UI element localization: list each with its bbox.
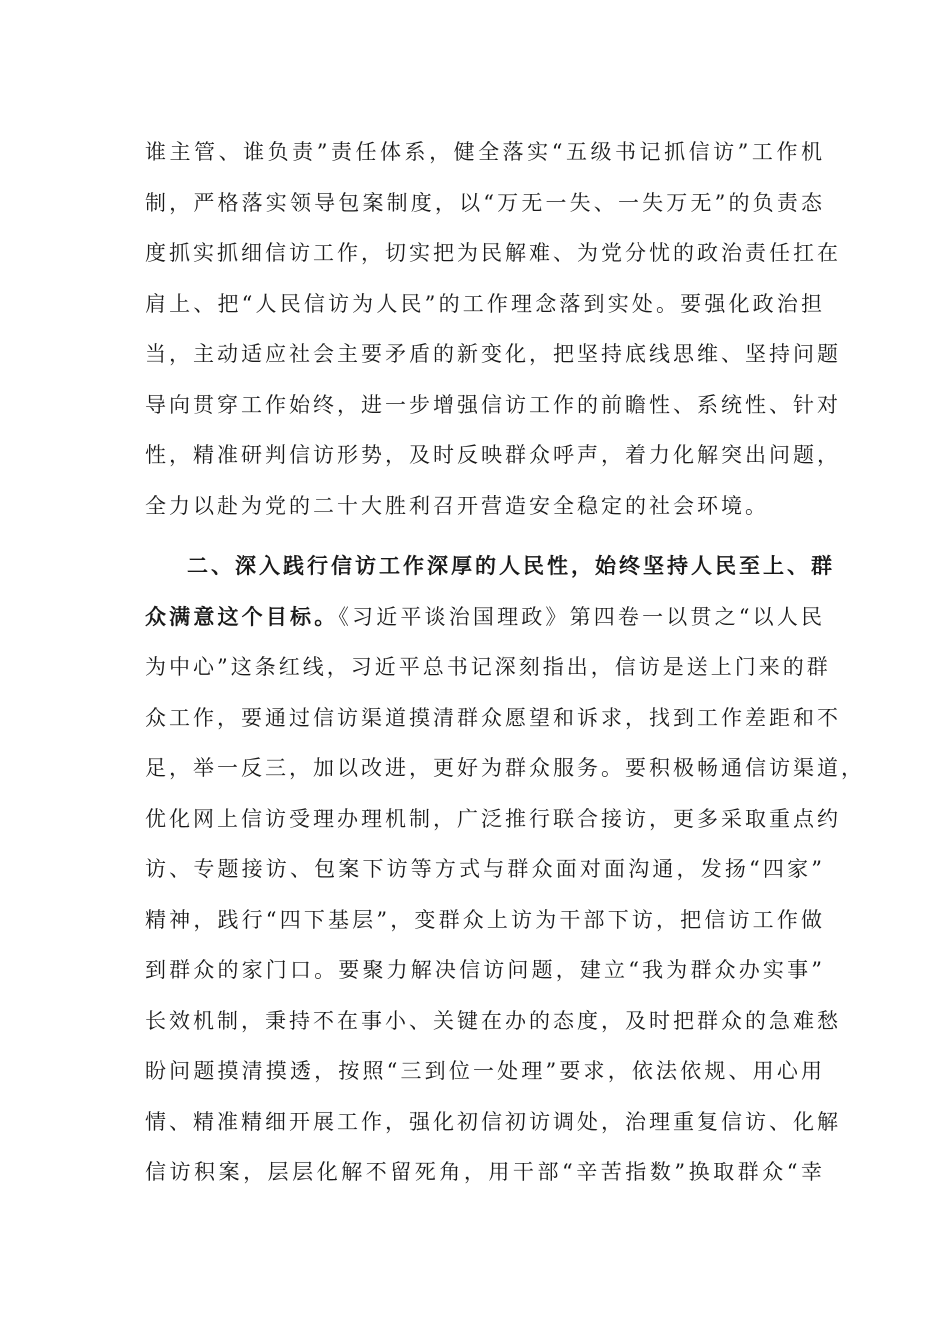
text-line: 访、专题接访、包案下访等方式与群众面对面沟通，发扬“四家” [145,857,825,881]
text-line: 众工作，要通过信访渠道摸清群众愿望和诉求，找到工作差距和不 [145,705,841,730]
section-heading: 二、深入践行信访工作深厚的人民性，始终坚持人民至上、群 [187,553,835,578]
text-line: 度抓实抓细信访工作，切实把为民解难、为党分忧的政治责任扛在 [145,241,841,265]
text-line: 制，严格落实领导包案制度，以“万无一失、一失万无”的负责态 [145,190,825,215]
text-line: 长效机制，秉持不在事小、关键在办的态度，及时把群众的急难愁 [145,1008,841,1033]
text-line: 导向贯穿工作始终，进一步增强信访工作的前瞻性、系统性、针对 [145,392,841,417]
text-line: 精神，践行“四下基层”，变群众上访为干部下访，把信访工作做 [145,907,825,932]
text-line: 为中心”这条红线，习近平总书记深刻指出，信访是送上门来的群 [145,655,831,679]
text-line-rest: 《习近平谈治国理政》第四卷一以贯之“以人民 [338,604,826,629]
text-line: 全力以赴为党的二十大胜利召开营造安全稳定的社会环境。 [145,493,769,518]
text-line: 当，主动适应社会主要矛盾的新变化，把坚持底线思维、坚持问题 [145,342,841,366]
text-line: 到群众的家门口。要聚力解决信访问题，建立“我为群众办实事” [145,958,825,982]
paragraph-1 [145,127,841,531]
section-heading-continuation: 众满意这个目标。 [145,603,339,629]
text-line: 谁主管、谁负责”责任体系，健全落实“五级书记抓信访”工作机 [145,140,825,164]
text-line: 情、精准精细开展工作，强化初信初访调处，治理重复信访、化解 [145,1109,841,1134]
text-line: 信访积案，层层化解不留死角，用干部“辛苦指数”换取群众“幸 [145,1160,825,1184]
text-line: 盼问题摸清摸透，按照“三到位一处理”要求，依法依规、用心用 [145,1059,825,1083]
text-line: 性，精准研判信访形势，及时反映群众呼声，着力化解突出问题， [145,443,841,467]
text-line [145,592,825,643]
text-line: 优化网上信访受理办理机制，广泛推行联合接访，更多采取重点约 [145,806,841,831]
paragraph-2 [145,541,865,1198]
text-line: 肩上、把“人民信访为人民”的工作理念落到实处。要强化政治担 [145,291,825,316]
text-line: 足，举一反三，加以改进，更好为群众服务。要积极畅通信访渠道， [145,756,865,780]
